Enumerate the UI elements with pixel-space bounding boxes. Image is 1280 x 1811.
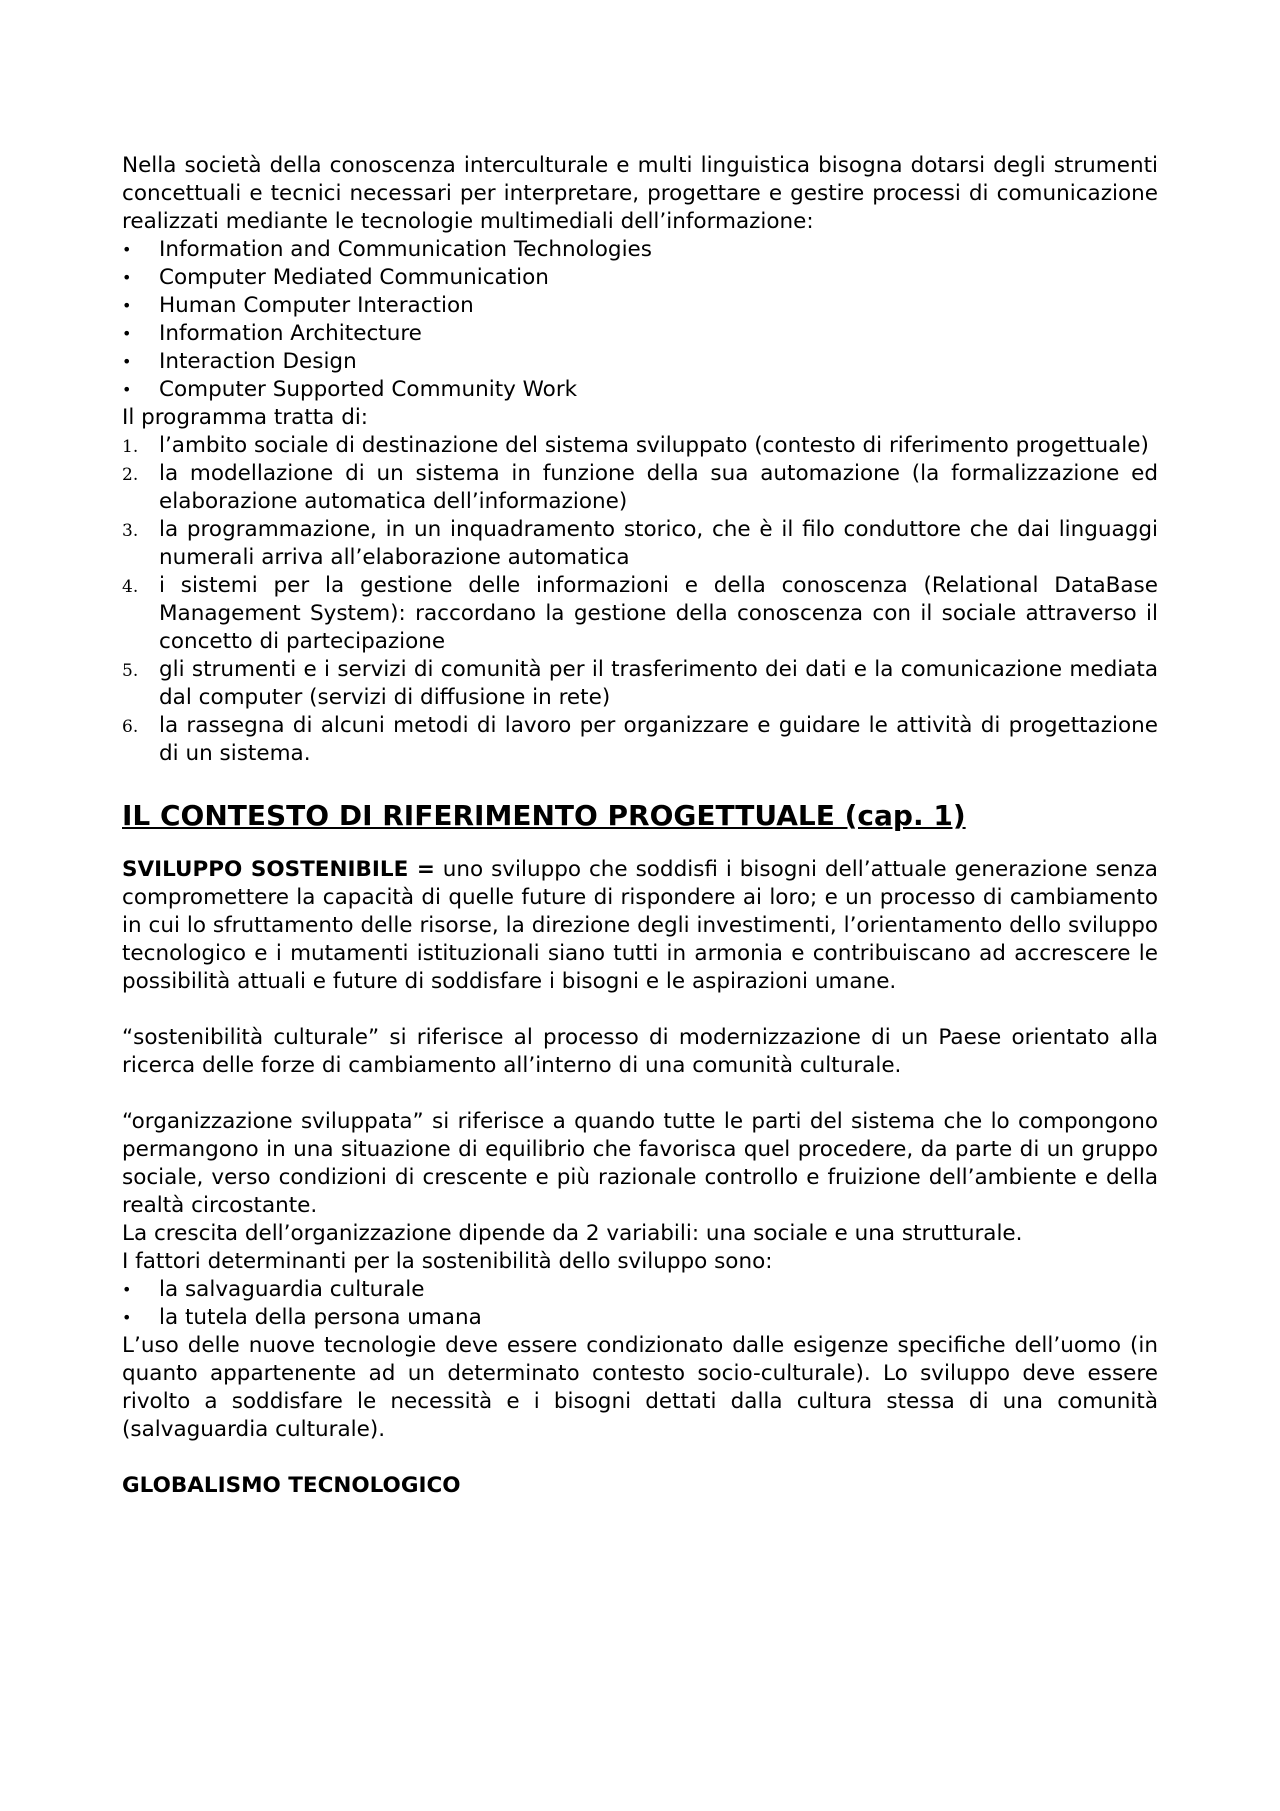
paragraph-spacer <box>122 996 1158 1024</box>
new-technologies-paragraph: L’uso delle nuove tecnologie deve essere condizionato dalle esigenze specifiche dell’uomo (in quanto appartenente ad un determinato contesto socio-culturale). Lo sviluppo deve essere rivolto a soddisfare le necessità e i bisogni dettati dalla cultura stessa di una comunità (salvaguardia culturale). <box>122 1333 1158 1442</box>
list-item: • Human Computer Interaction <box>122 293 474 318</box>
tech-list <box>122 236 1158 404</box>
list-item: • Information and Communication Technologies <box>122 237 652 262</box>
list-item: 4. i sistemi per la gestione delle informazioni e della conoscenza (Relational DataBase Management System): raccordano la gestione della conoscenza con il sociale attraverso il concetto di partecipazione <box>122 573 1158 654</box>
program-list <box>122 432 1158 768</box>
bullet-icon: • <box>122 1280 132 1299</box>
growth-paragraph: La crescita dell’organizzazione dipende da 2 variabili: una sociale e una strutturale. <box>122 1221 1023 1246</box>
list-number: 5. <box>122 661 139 681</box>
list-item: • Computer Supported Community Work <box>122 377 578 402</box>
bullet-icon: • <box>122 296 132 315</box>
bullet-icon: • <box>122 324 132 343</box>
sustainable-term: SVILUPPO SOSTENIBILE = <box>122 857 435 882</box>
list-item: • Interaction Design <box>122 349 357 374</box>
bullet-icon: • <box>122 268 132 287</box>
list-number: 6. <box>122 717 139 737</box>
cultural-sustainability-paragraph: “sostenibilità culturale” si riferisce al processo di modernizzazione di un Paese orientato alla ricerca delle forze di cambiamento all’interno di una comunità culturale. <box>122 1025 1158 1078</box>
paragraph-spacer <box>122 1080 1158 1108</box>
list-item: 1. l’ambito sociale di destinazione del sistema sviluppato (contesto di riferimento progettuale) <box>122 432 1158 460</box>
intro-paragraph: Nella società della conoscenza interculturale e multi linguistica bisogna dotarsi degli strumenti concettuali e tecnici necessari per interpretare, progettare e gestire processi di comunicazione realizzati mediante le tecnologie multimediali dell’informazione: <box>122 153 1158 234</box>
factors-intro: I fattori determinanti per la sostenibilità dello sviluppo sono: <box>122 1249 773 1274</box>
list-item: • la tutela della persona umana <box>122 1305 482 1330</box>
bullet-icon: • <box>122 380 132 399</box>
sustainable-development-paragraph <box>122 856 1158 996</box>
program-intro: Il programma tratta di: <box>122 405 369 430</box>
paragraph-spacer <box>122 1444 1158 1472</box>
section-title: IL CONTESTO DI RIFERIMENTO PROGETTUALE (cap. 1) <box>122 799 966 832</box>
list-number: 1. <box>122 437 139 457</box>
list-item: 6. la rassegna di alcuni metodi di lavoro per organizzare e guidare le attività di progettazione di un sistema. <box>122 713 1158 766</box>
list-item: 5. gli strumenti e i servizi di comunità per il trasferimento dei dati e la comunicazione mediata dal computer (servizi di diffusione in rete) <box>122 657 1158 710</box>
list-number: 3. <box>122 521 139 541</box>
factors-list <box>122 1276 1158 1332</box>
list-item: • Computer Mediated Communication <box>122 265 549 290</box>
bullet-icon: • <box>122 240 132 259</box>
sustainable-definition: uno sviluppo che soddisfi i bisogni dell’attuale generazione senza compromettere la capacità di quelle future di rispondere ai loro; e un processo di cambiamento in cui lo sfruttamento delle risorse, la direzione degli investimenti, l’orientamento dello sviluppo tecnologico e i mutamenti istituzionali siano tutti in armonia e contribuiscano ad accrescere le possibilità attuali e future di soddisfare i bisogni e le aspirazioni umane. <box>122 857 1158 994</box>
list-number: 2. <box>122 465 139 485</box>
list-item: • la salvaguardia culturale <box>122 1277 425 1302</box>
bullet-icon: • <box>122 1308 132 1327</box>
developed-organization-paragraph: “organizzazione sviluppata” si riferisce a quando tutte le parti del sistema che lo compongono permangono in una situazione di equilibrio che favorisca quel procedere, da parte di un gruppo sociale, verso condizioni di crescente e più razionale controllo e fruizione dell’ambiente e della realtà circostante. <box>122 1109 1158 1218</box>
subheading: GLOBALISMO TECNOLOGICO <box>122 1473 461 1498</box>
list-item: 3. la programmazione, in un inquadramento storico, che è il filo conduttore che dai linguaggi numerali arriva all’elaborazione automatica <box>122 517 1158 570</box>
list-item: • Information Architecture <box>122 321 422 346</box>
list-number: 4. <box>122 577 139 597</box>
list-item: 2. la modellazione di un sistema in funzione della sua automazione (la formalizzazione ed elaborazione automatica dell’informazione) <box>122 461 1158 514</box>
bullet-icon: • <box>122 352 132 371</box>
